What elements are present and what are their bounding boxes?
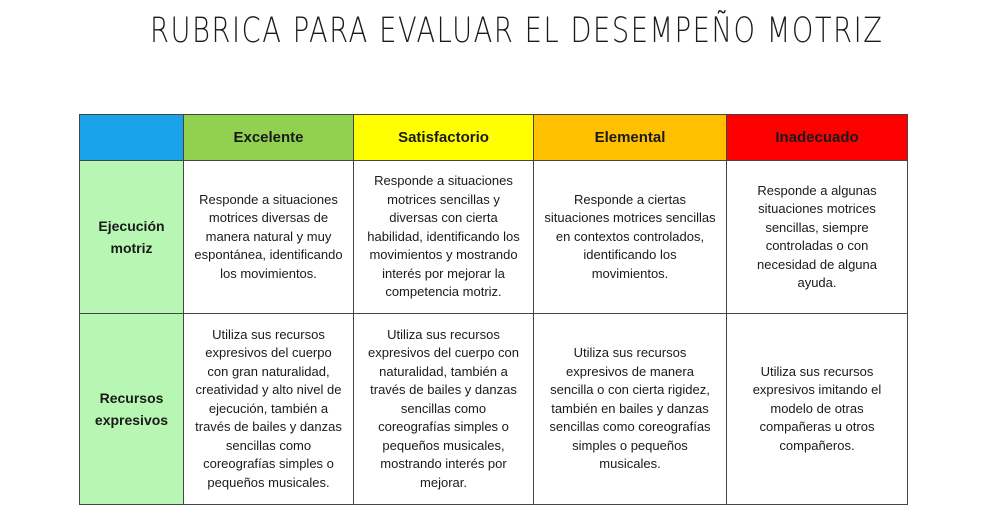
cell-recursos-inadecuado: Utiliza sus recursos expresivos imitando el modelo de otras compañeras u otros compañeros. — [727, 314, 908, 505]
table-row — [80, 161, 908, 314]
header-elemental: Elemental — [534, 115, 727, 161]
cell-ejecucion-satisfactorio: Responde a situaciones motrices sencillas y diversas con cierta habilidad, identificando los movimientos y mostrando interés por mejorar la competencia motriz. — [354, 161, 534, 314]
cell-ejecucion-elemental: Responde a ciertas situaciones motrices sencillas en contextos controlados, identificando los movimientos. — [534, 161, 727, 314]
cell-recursos-elemental: Utiliza sus recursos expresivos de manera sencilla o con cierta rigidez, también en bailes y danzas sencillas como coreografías simples o pequeños musicales. — [534, 314, 727, 505]
header-corner-cell — [80, 115, 184, 161]
header-satisfactorio: Satisfactorio — [354, 115, 534, 161]
cell-recursos-excelente: Utiliza sus recursos expresivos del cuerpo con gran naturalidad, creatividad y alto nivel de ejecución, también a través de bailes y danzas sencillas como coreografías simples o pequeños musicales. — [184, 314, 354, 505]
rubric-table — [79, 114, 908, 505]
cell-ejecucion-excelente: Responde a situaciones motrices diversas de manera natural y muy espontánea, identificando los movimientos. — [184, 161, 354, 314]
header-inadecuado: Inadecuado — [727, 115, 908, 161]
cell-ejecucion-inadecuado: Responde a algunas situaciones motrices sencillas, siempre controladas o con necesidad de alguna ayuda. — [727, 161, 908, 314]
cell-recursos-satisfactorio: Utiliza sus recursos expresivos del cuerpo con naturalidad, también a través de bailes y danzas sencillas como coreografías simples o pequeños musicales, mostrando interés por mejorar. — [354, 314, 534, 505]
header-excelente: Excelente — [184, 115, 354, 161]
header-row — [80, 115, 908, 161]
page-title: RUBRICA PARA EVALUAR EL DESEMPEÑO MOTRIZ — [150, 11, 884, 51]
table-row — [80, 314, 908, 505]
row-header-ejecucion-motriz: Ejecución motriz — [80, 161, 184, 314]
row-header-recursos-expresivos: Recursos expresivos — [80, 314, 184, 505]
